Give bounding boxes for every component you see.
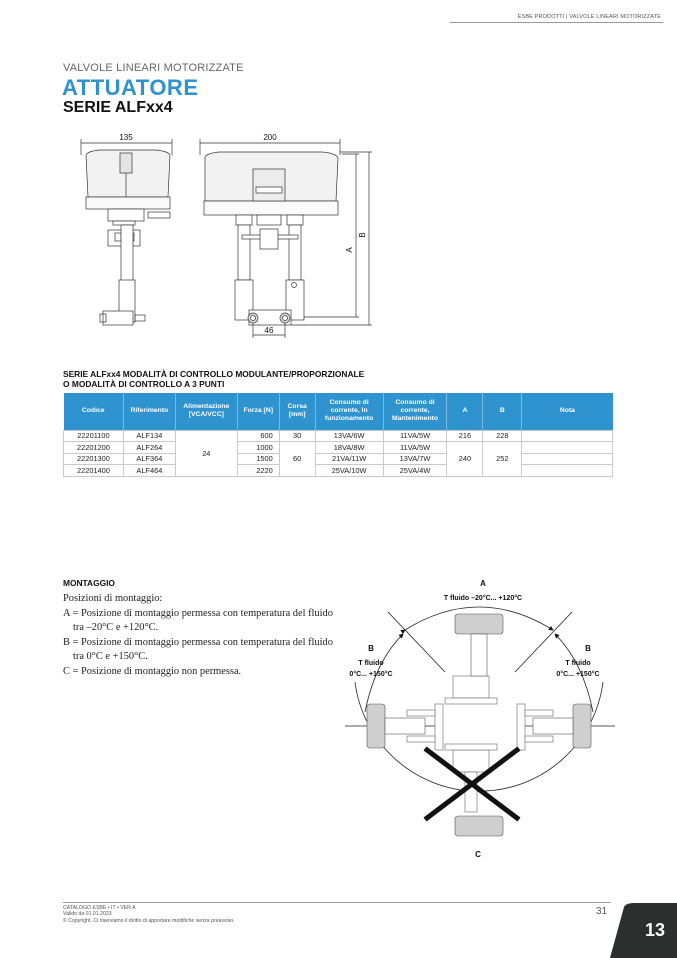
montaggio-item-a: A = Posizione di montaggio permessa con temperatura del fluido tra –20°C e +120°C. [63,607,333,633]
dim-side-width: 135 [119,133,133,142]
col-forza: Forza [N] [237,393,279,430]
spec-table [63,393,613,477]
col-a: A [447,393,483,430]
cell-codice: 22201200 [64,442,124,454]
cell-alimentazione: 24 [175,430,237,476]
montaggio-item-b: B = Posizione di montaggio permessa con temperatura del fluido tra 0°C e +150°C. [63,636,333,662]
cell-consumo-funzionamento: 18VA/8W [315,442,383,454]
col-consumo-funzionamento: Consumo di corrente, In funzionamento [315,393,383,430]
table-row [64,442,613,454]
cell-nota [522,430,613,442]
montaggio-item-c: C = Posizione di montaggio non permessa. [63,665,242,677]
page-kicker: VALVOLE LINEARI MOTORIZZATE [63,62,244,74]
cell-codice: 22201300 [64,453,124,465]
table-title: SERIE ALFxx4 MODALITÀ DI CONTROLLO MODULANTE/PROPORZIONALE O MODALITÀ DI CONTROLLO A 3 PUNTI [63,369,365,389]
page-subtitle: SERIE ALFxx4 [63,99,173,116]
cell-a: 240 [447,442,483,477]
cell-consumo-mantenimento: 11VA/5W [383,430,447,442]
label-b-right: B [585,644,591,653]
cell-nota [522,465,613,477]
cell-consumo-mantenimento: 13VA/7W [383,453,447,465]
actuator-dimension-drawing [60,125,380,345]
mounting-positions-diagram [335,572,625,862]
cell-codice: 22201400 [64,465,124,477]
montaggio-intro: Posizioni di montaggio: [63,593,163,604]
footer-divider [63,902,611,903]
label-c: C [475,850,481,859]
temp-b-left-line1: T fluido [358,660,384,667]
dim-b: B [358,232,367,238]
col-riferimento: Riferimento [123,393,175,430]
temp-b-right-line1: T fluido [565,660,591,667]
page-number: 31 [596,906,608,917]
dim-front-width: 200 [263,133,277,142]
montaggio-text [63,592,333,679]
cell-riferimento: ALF134 [123,430,175,442]
cell-forza: 1500 [237,453,279,465]
col-corsa: Corsa [mm] [279,393,315,430]
header-breadcrumb: ESBE PRODOTTI | VALVOLE LINEARI MOTORIZZATE [517,14,661,20]
cell-consumo-funzionamento: 13VA/6W [315,430,383,442]
table-row [64,453,613,465]
cell-b: 252 [483,442,522,477]
cell-riferimento: ALF464 [123,465,175,477]
chapter-number: 13 [644,920,665,940]
cell-consumo-funzionamento: 25VA/10W [315,465,383,477]
cell-forza: 600 [237,430,279,442]
cell-nota [522,453,613,465]
table-row [64,430,613,442]
cell-consumo-mantenimento: 25VA/4W [383,465,447,477]
cell-corsa: 30 [279,430,315,442]
col-codice: Codice [64,393,124,430]
col-consumo-mantenimento: Consumo di corrente, Mantenimento [383,393,447,430]
temp-b-left-line2: 0°C... +150°C [349,671,393,678]
footer-valid: Valido da 01.01.2023 [63,911,112,918]
header-divider [450,22,663,23]
footer-catalog: CATALOGO ESBE • IT • VER A [63,905,136,911]
temp-a: T fluido –20°C... +120°C [443,595,523,602]
cell-corsa: 60 [279,442,315,477]
cell-a: 216 [447,430,483,442]
chapter-tab [610,903,677,958]
cell-riferimento: ALF364 [123,453,175,465]
dim-spacing: 46 [264,326,274,335]
dim-a: A [345,247,354,253]
cell-codice: 22201100 [64,430,124,442]
temp-b-right-line2: 0°C... +150°C [556,671,600,678]
label-a: A [480,579,486,588]
cell-forza: 1000 [237,442,279,454]
montaggio-title: MONTAGGIO [63,578,115,588]
col-nota: Nota [522,393,613,430]
cell-consumo-funzionamento: 21VA/11W [315,453,383,465]
cell-b: 228 [483,430,522,442]
cell-nota [522,442,613,454]
col-b: B [483,393,522,430]
table-row [64,465,613,477]
page-title: ATTUATORE [62,75,199,100]
footer-copyright: © Copyright. Ci riserviamo il diritto di apportare modifiche senza preavviso. [63,917,235,924]
table-header-row [64,393,613,430]
footer-text [63,905,235,924]
cell-riferimento: ALF264 [123,442,175,454]
cell-consumo-mantenimento: 11VA/5W [383,442,447,454]
col-alimentazione: Alimentazione [VCA/VCC] [175,393,237,430]
label-b-left: B [368,644,374,653]
cell-forza: 2220 [237,465,279,477]
